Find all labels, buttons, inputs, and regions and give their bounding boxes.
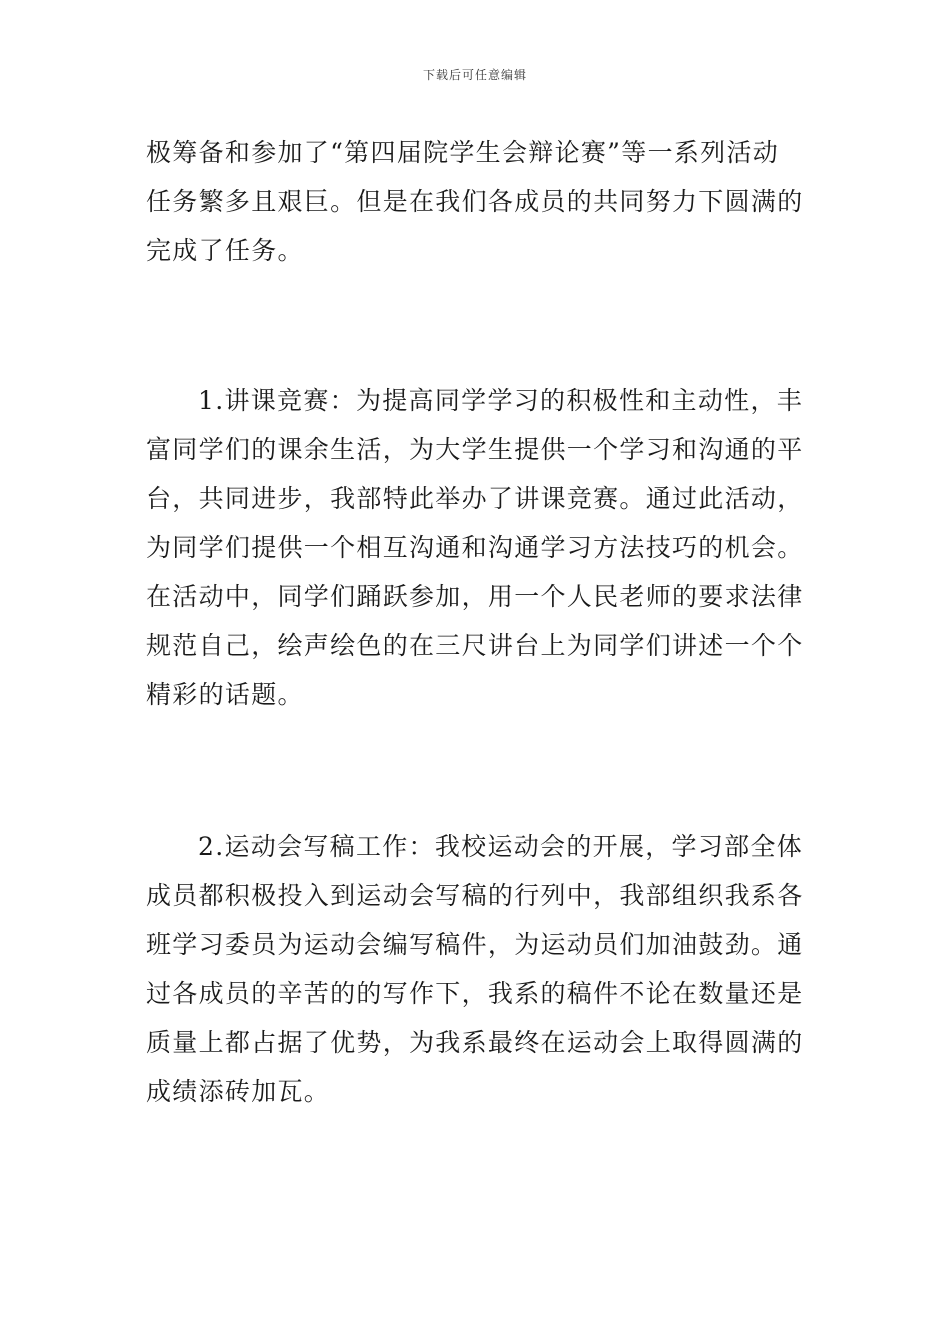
- text-line: 成员都积极投入到运动会写稿的行列中，我部组织我系各: [146, 881, 804, 910]
- text-line: 任务繁多且艰巨。但是在我们各成员的共同努力下圆满的: [146, 187, 804, 216]
- text-line: 精彩的话题。: [146, 680, 304, 709]
- text-line: 过各成员的辛苦的的写作下，我系的稿件不论在数量还是: [146, 979, 804, 1008]
- text-line: 极筹备和参加了“第四届院学生会辩论赛”等一系列活动: [146, 138, 780, 167]
- paragraph-sports-meet-writing: [146, 822, 808, 1116]
- text-line: 1.讲课竞赛：为提高同学学习的积极性和主动性，丰: [198, 386, 804, 415]
- page-header-note: 下载后可任意编辑: [422, 68, 527, 82]
- text-line: 完成了任务。: [146, 236, 304, 265]
- text-line: 成绩添砖加瓦。: [146, 1077, 331, 1106]
- paragraph-lecture-competition: [146, 376, 808, 719]
- paragraph-intro: [146, 128, 808, 275]
- text-line: 为同学们提供一个相互沟通和沟通学习方法技巧的机会。: [146, 533, 804, 562]
- text-line: 在活动中，同学们踊跃参加，用一个人民老师的要求法律: [146, 582, 804, 611]
- text-line: 富同学们的课余生活，为大学生提供一个学习和沟通的平: [146, 435, 804, 464]
- text-line: 规范自己，绘声绘色的在三尺讲台上为同学们讲述一个个: [146, 631, 804, 660]
- text-line: 2.运动会写稿工作：我校运动会的开展，学习部全体: [198, 832, 804, 861]
- text-line: 质量上都占据了优势，为我系最终在运动会上取得圆满的: [146, 1028, 804, 1057]
- text-line: 班学习委员为运动会编写稿件，为运动员们加油鼓劲。通: [146, 930, 804, 959]
- text-line: 台，共同进步，我部特此举办了讲课竞赛。通过此活动，: [146, 484, 804, 513]
